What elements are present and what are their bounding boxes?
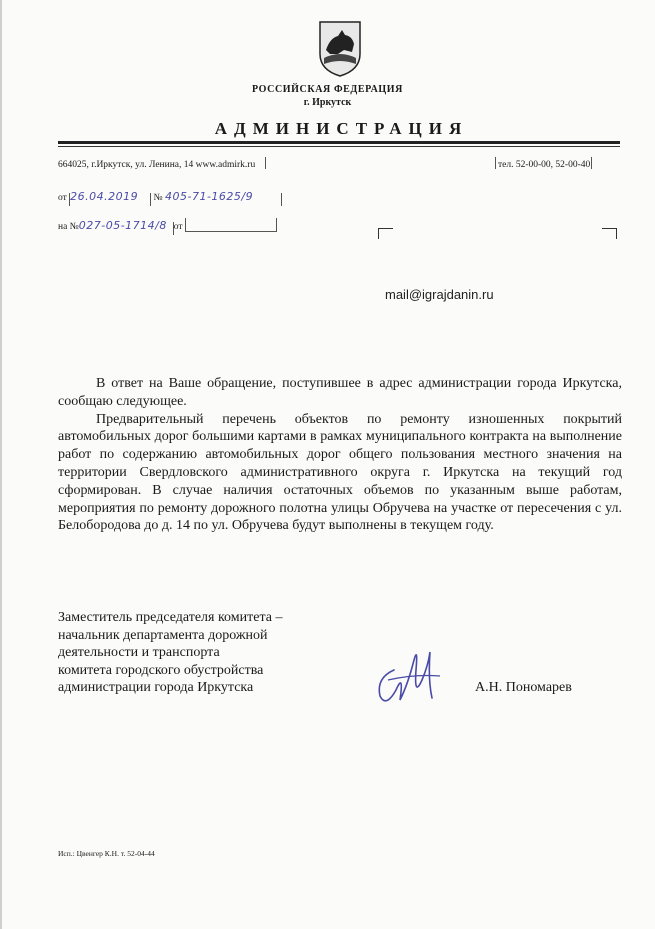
address-line [58,157,266,170]
reference-label: на № [58,222,79,232]
scan-edge [0,0,2,929]
reference-number-field [78,219,174,235]
irkutsk-coat-of-arms-icon [318,20,362,78]
city-name: г. Иркутск [303,97,352,108]
address-corner-left [378,228,393,239]
position-line: комитета городского обустройства [58,662,264,678]
from-label: от [58,193,67,203]
body-paragraph-1: В ответ на Ваше обращение, поступившее в адрес администрации города Иркутска, сообщаю следующее. [58,376,622,409]
phone-separator-right [591,157,592,169]
recipient-email: mail@igrajdanin.ru [385,287,494,302]
outgoing-number: 405-71-1625/9 [164,190,254,203]
signer-name: А.Н. Пономарев [475,680,572,695]
signer-position [58,609,282,697]
body-paragraph-2: Предварительный перечень объектов по ремонту изношенных покрытий автомобильных дорог большими картами в рамках муниципального контракта на выполнение работ по содержанию автомобильных дорог общего пользования местного значения на территории Свердловского административного округа г. Иркутска на текущий год сформирован. В случае наличия остаточных объемов по указанным выше работам, мероприятия по ремонту дорожного полотна улицы Обручева на участке от пересечения с ул. Белобородова до д. 14 по ул. Обручева будут выполнены в текущем году. [58,411,622,534]
position-line: начальник департамента дорожной [58,627,268,643]
number-field [164,190,282,206]
letterhead-rule-thin [58,146,620,147]
letterhead-rule-thick [58,141,620,144]
outgoing-registration-row [58,190,282,206]
phone-text: тел. 52-00-00, 52-00-40 [498,160,591,170]
reference-number: 027-05-1714/8 [78,219,167,232]
executor-info: Исп.: Цвенгер К.Н. т. 52-04-44 [58,849,155,858]
reference-date-field [185,218,277,232]
letterhead-title: АДМИНИСТРАЦИЯ [214,119,469,138]
incoming-reference-row [58,218,277,235]
position-line: Заместитель председателя комитета – [58,610,283,625]
phone-line [495,157,592,170]
letter-body [58,375,622,535]
date-field [69,190,151,206]
handwritten-signature-icon [370,640,450,712]
position-line: администрации города Иркутска [58,680,254,695]
reference-from-label: от [173,222,183,232]
position-line: деятельности и транспорта [58,645,220,660]
outgoing-date: 26.04.2019 [70,190,139,203]
country-name: РОССИЙСКАЯ ФЕДЕРАЦИЯ [251,84,403,95]
address-corner-right [602,228,617,239]
address-separator [265,157,266,169]
address-text: 664025, г.Иркутск, ул. Ленина, 14 www.admirk.ru [58,160,256,170]
number-label: № [153,193,163,203]
phone-separator [495,157,496,169]
